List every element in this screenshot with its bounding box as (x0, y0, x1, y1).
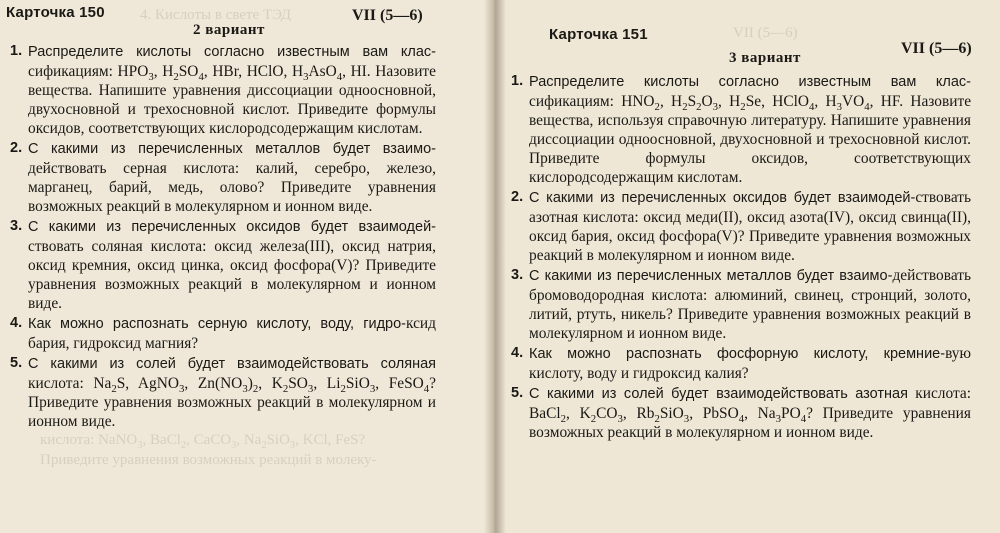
question-number: 5. (511, 385, 524, 401)
bleed-through-text: VII (5—6) (733, 25, 798, 41)
question-item (10, 42, 436, 138)
variant-heading: 3 вариант (729, 50, 801, 66)
bleed-through-text: кислота: NaNO$_3$, BaCl$_2$, CaCO$_3$, $Na_2SiO_3$, KCl, FeS? Приведите уравнения возможных реакций в молеку- (40, 432, 377, 468)
question-text: Распределите кислоты согласно известным вам клас-сификациям: $HNO_2$, $H_2S_2O_3$, $H_2Se$, HClO$_4$, $H_3VO_4$, HF. Назовите вещества, используя справочную литературу. Напишите уравнения диссоциации одноосновной, двухосновной и трехосновной кислот. Приведите формулы оксидов, соответствующих кислородсодержащим кислотам. (529, 74, 972, 186)
question-number: 3. (511, 267, 524, 283)
question-number: 2. (10, 140, 23, 156)
question-item (10, 354, 436, 431)
question-text: С какими из перечисленных металлов будет взаимо-действовать бромоводородная кислота: алюминий, свинец, стронций, золото, литий, ртуть, никель? Приведите уравнения возможных реакций в молекулярном и ионном виде. (529, 267, 971, 342)
question-item (511, 188, 971, 265)
grade-label: VII (5—6) (901, 40, 972, 57)
question-text: С какими из перечисленных оксидов будет взаимодей-ствовать азотная кислота: оксид меди(II), оксид азота(IV), оксид свинца(II), оксид бария, оксид фосфора(V)? Приведите уравнения возможных реакций в молекулярном и ионном виде. (529, 189, 971, 264)
question-number: 5. (10, 355, 23, 371)
grade-label: VII (5—6) (352, 7, 423, 24)
variant-heading: 2 вариант (193, 22, 265, 38)
question-item (10, 217, 436, 313)
question-text: С какими из солей будет взаимодействовать азотная кислота: BaCl$_2$, $K_2CO_3$, $Rb_2SiO_3$, PbSO$_4$, $Na_3PO_4$? Приведите уравнения возможных реакций в молекулярном и ионном виде. (529, 385, 971, 441)
question-number: 3. (10, 218, 23, 234)
question-item (511, 344, 971, 383)
bleed-through-text: 4. Кислоты в свете ТЭД (140, 7, 292, 23)
right-page (493, 0, 1000, 533)
question-number: 4. (10, 315, 23, 331)
question-text: С какими из солей будет взаимодействовать соляная кислота: $Na_2S$, AgNO$_3$, $Zn(NO_3)_2$, $K_2SO_3$, $Li_2SiO_3$, FeSO$_4$? Приведите уравнения возможных реакций в молекулярном и ионном виде. (28, 356, 437, 430)
question-item (511, 72, 971, 187)
question-item (511, 266, 971, 343)
left-page (0, 0, 493, 533)
question-list (511, 72, 971, 443)
question-list (10, 42, 436, 432)
question-text: С какими из перечисленных оксидов будет взаимодей-ствовать соляная кислота: оксид железа(III), оксид натрия, оксид кремния, оксид цинка, оксид фосфора(V)? Приведите уравнения возможных реакций в молекулярном и ионном виде. (28, 219, 436, 312)
question-text: Как можно распознать серную кислоту, воду, гидро-ксид бария, гидроксид магния? (28, 315, 436, 352)
question-number: 2. (511, 189, 524, 205)
card-title: Карточка 150 (6, 4, 105, 21)
question-number: 1. (511, 73, 524, 89)
question-text: Распределите кислоты согласно известным вам клас-сификациям: $HPO_3$, $H_2SO_4$, HBr, HClO, $H_3AsO_4$, HI. Назовите вещества. Напишите уравнения диссоциации одноосновной, двухосновной и трехосновной кислот. Приведите формулы оксидов, соответствующих кислородсодержащим кислотам. (28, 44, 436, 137)
question-text: С какими из перечисленных металлов будет взаимо-действовать серная кислота: калий, серебро, железо, марганец, барий, медь, олово? Приведите уравнения возможных реакций в молекулярном и ионном виде. (28, 141, 436, 215)
question-text: Как можно распознать фосфорную кислоту, кремние-вую кислоту, воду и гидроксид калия? (529, 345, 971, 382)
question-item (10, 139, 436, 216)
question-item (10, 314, 436, 353)
question-number: 1. (10, 43, 23, 59)
card-title: Карточка 151 (549, 26, 648, 43)
question-number: 4. (511, 345, 524, 361)
question-item (511, 384, 971, 442)
